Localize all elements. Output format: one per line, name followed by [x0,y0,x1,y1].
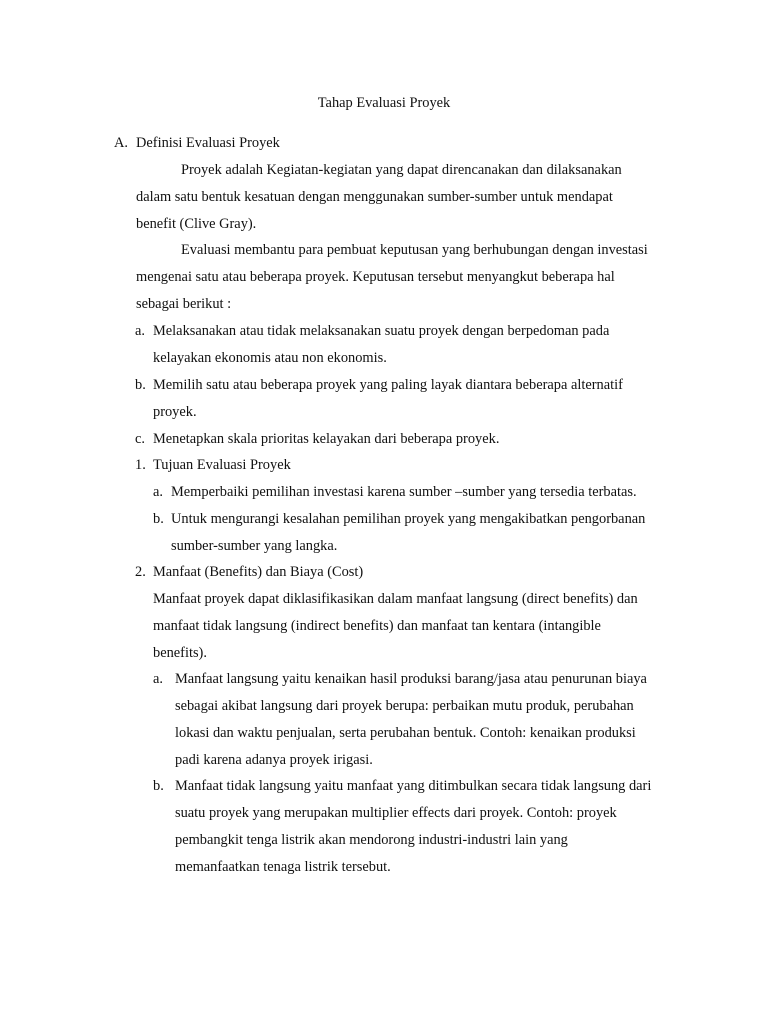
list-marker: b. [153,778,164,794]
list-marker: a. [153,484,163,500]
list-item-line: Memilih satu atau beberapa proyek yang paling layak diantara beberapa alternatif [153,377,623,393]
list-item-line: kelayakan ekonomis atau non ekonomis. [153,350,387,366]
paragraph-line: sebagai berikut : [136,296,232,312]
subsection-2-heading: Manfaat (Benefits) dan Biaya (Cost) [153,564,364,580]
paragraph-line: mengenai satu atau beberapa proyek. Keputusan tersebut menyangkut beberapa hal [136,269,615,285]
list-marker: a. [153,671,163,687]
paragraph-line: Proyek adalah Kegiatan-kegiatan yang dapat direncanakan dan dilaksanakan [181,162,622,178]
subsection-1-heading: Tujuan Evaluasi Proyek [153,457,291,473]
paragraph-line: manfaat tidak langsung (indirect benefits) dan manfaat tan kentara (intangible [153,618,601,634]
list-item-line: sebagai akibat langsung dari proyek berupa: perbaikan mutu produk, perubahan [175,698,634,714]
section-a-heading: Definisi Evaluasi Proyek [136,135,280,151]
list-marker: a. [135,323,145,339]
list-item-line: Untuk mengurangi kesalahan pemilihan proyek yang mengakibatkan pengorbanan [171,511,646,527]
list-item-line: suatu proyek yang merupakan multiplier effects dari proyek. Contoh: proyek [175,805,617,821]
document-title: Tahap Evaluasi Proyek [317,95,451,111]
subsection-1-marker: 1. [135,457,146,473]
list-item-line: sumber-sumber yang langka. [171,538,338,554]
list-item-line: pembangkit tenga listrik akan mendorong industri-industri lain yang [175,832,568,848]
paragraph-line: dalam satu bentuk kesatuan dengan menggunakan sumber-sumber untuk mendapat [136,189,613,205]
paragraph-line: benefits). [153,645,207,661]
list-item-line: Manfaat langsung yaitu kenaikan hasil produksi barang/jasa atau penurunan biaya [175,671,647,687]
list-marker: b. [135,377,146,393]
list-marker: b. [153,511,164,527]
list-item-line: Memperbaiki pemilihan investasi karena sumber –sumber yang tersedia terbatas. [171,484,637,500]
paragraph-line: Manfaat proyek dapat diklasifikasikan dalam manfaat langsung (direct benefits) dan [153,591,638,607]
list-item-line: Melaksanakan atau tidak melaksanakan suatu proyek dengan berpedoman pada [153,323,610,339]
section-a-marker: A. [114,135,128,151]
paragraph-line: benefit (Clive Gray). [136,216,257,232]
list-marker: c. [135,431,145,447]
list-item-line: proyek. [153,404,197,420]
subsection-2-marker: 2. [135,564,146,580]
list-item-line: memanfaatkan tenaga listrik tersebut. [175,859,391,875]
list-item-line: Menetapkan skala prioritas kelayakan dari beberapa proyek. [153,431,500,447]
list-item-line: padi karena adanya proyek irigasi. [175,752,373,768]
list-item-line: lokasi dan waktu penjualan, serta perubahan bentuk. Contoh: kenaikan produksi [175,725,636,741]
paragraph-line: Evaluasi membantu para pembuat keputusan yang berhubungan dengan investasi [181,242,648,258]
list-item-line: Manfaat tidak langsung yaitu manfaat yang ditimbulkan secara tidak langsung dari [175,778,652,794]
